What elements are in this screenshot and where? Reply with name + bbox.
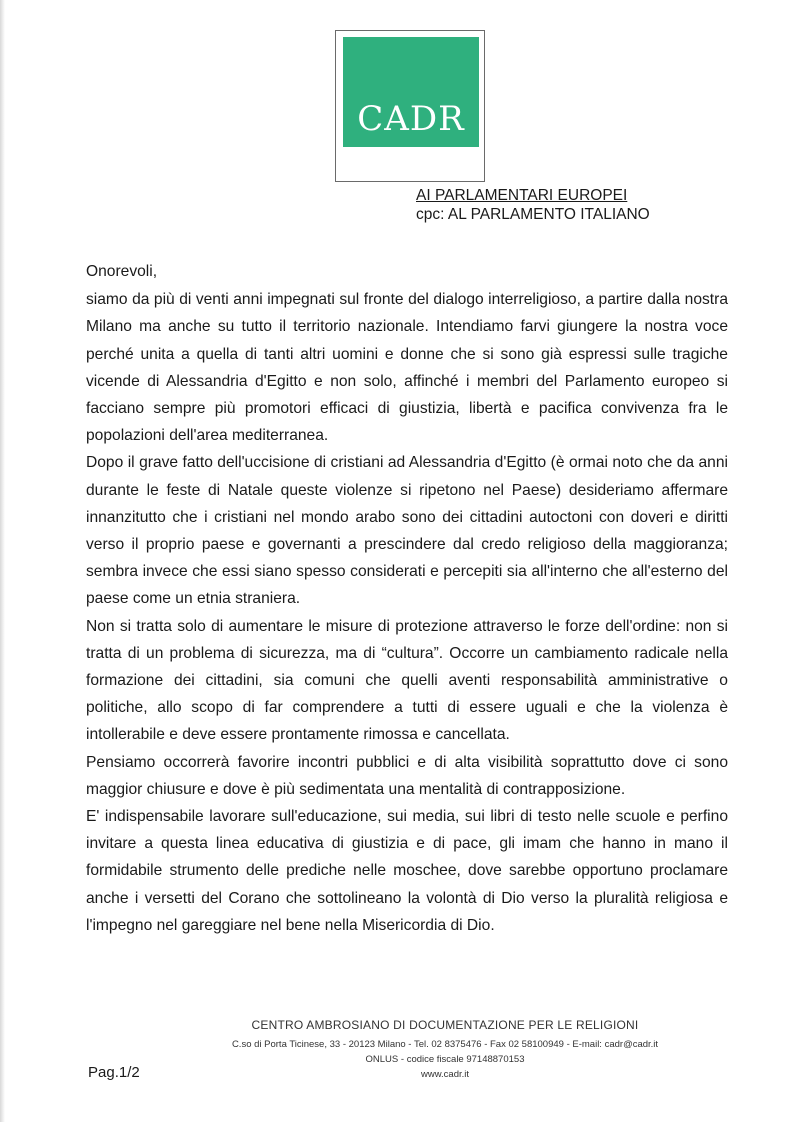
footer-address: C.so di Porta Ticinese, 33 - 20123 Milano - Tel. 02 8375476 - Fax 02 58100949 - E-mail: cadr@cadr.it <box>231 1039 659 1050</box>
footer-website: www.cadr.it <box>420 1069 470 1080</box>
paragraph-5: E' indispensabile lavorare sull'educazione, sui media, sui libri di testo nelle scuole e perfino invitare a questa linea educativa di giustizia e di pace, gli imam che hanno in mano il formidabile strumento delle prediche nelle moschee, dove sarebbe opportuno proclamare anche i versetti del Corano che sottolineano la volontà di Dio verso la pluralità religiosa e l'impegno nel gareggiare nel bene nella Misericordia di Dio. <box>86 808 728 934</box>
logo-text: CADR <box>357 99 465 139</box>
paragraph-3: Non si tratta solo di aumentare le misure di protezione attraverso le forze dell'ordine: non si tratta di un problema di sicurezza, ma di “cultura”. Occorre un cambiamento radicale nella formazione dei cittadini, sia comuni che quelli aventi responsabilità amministrative o politiche, allo scopo di far comprendere a tutti di essere uguali e che la violenza è intollerabile e deve essere prontamente rimossa e cancellata. <box>86 617 728 744</box>
footer-organization: CENTRO AMBROSIANO DI DOCUMENTAZIONE PER LE RELIGIONI <box>251 1018 639 1032</box>
paragraph-2: Dopo il grave fatto dell'uccisione di cristiani ad Alessandria d'Egitto (è ormai noto che da anni durante le feste di Natale queste violenze si ripetono nel Paese) desideriamo affermare innanzitutto che i cristiani nel mondo arabo sono dei cittadini autoctoni con doveri e diritti verso il proprio paese e governanti a prescindere dal credo religioso della maggioranza; sembra invece che essi siano spesso considerati e percepiti sia all'interno che all'esterno del paese come un etnia straniera. <box>86 454 728 608</box>
paragraph-4: Pensiamo occorrerà favorire incontri pubblici e di alta visibilità soprattutto dove ci sono maggior chiusure e dove è più sedimentata una mentalità di contrapposizione. <box>86 753 728 798</box>
recipients-block <box>416 186 650 224</box>
cadr-logo <box>343 37 479 147</box>
footer-onlus: ONLUS - codice fiscale 97148870153 <box>365 1054 525 1065</box>
greeting: Onorevoli, <box>86 263 158 280</box>
letter-body <box>86 258 728 939</box>
recipient-primary: AI PARLAMENTARI EUROPEI <box>416 187 628 204</box>
page-number: Pag.1/2 <box>88 1064 140 1081</box>
logo-frame <box>335 30 485 182</box>
scan-edge <box>0 0 5 1122</box>
paragraph-1: siamo da più di venti anni impegnati sul fronte del dialogo interreligioso, a partire dalla nostra Milano ma anche su tutto il territorio nazionale. Intendiamo farvi giungere la nostra voce perché unita a quella di tanti altri uomini e donne che si sono già espressi sulle tragiche vicende di Alessandria d'Egitto e non solo, affinché i membri del Parlamento europeo si facciano sempre più promotori efficaci di giustizia, libertà e pacifica convivenza fra le popolazioni dell'area mediterranea. <box>86 291 728 445</box>
recipient-cc: cpc: AL PARLAMENTO ITALIANO <box>416 206 650 223</box>
